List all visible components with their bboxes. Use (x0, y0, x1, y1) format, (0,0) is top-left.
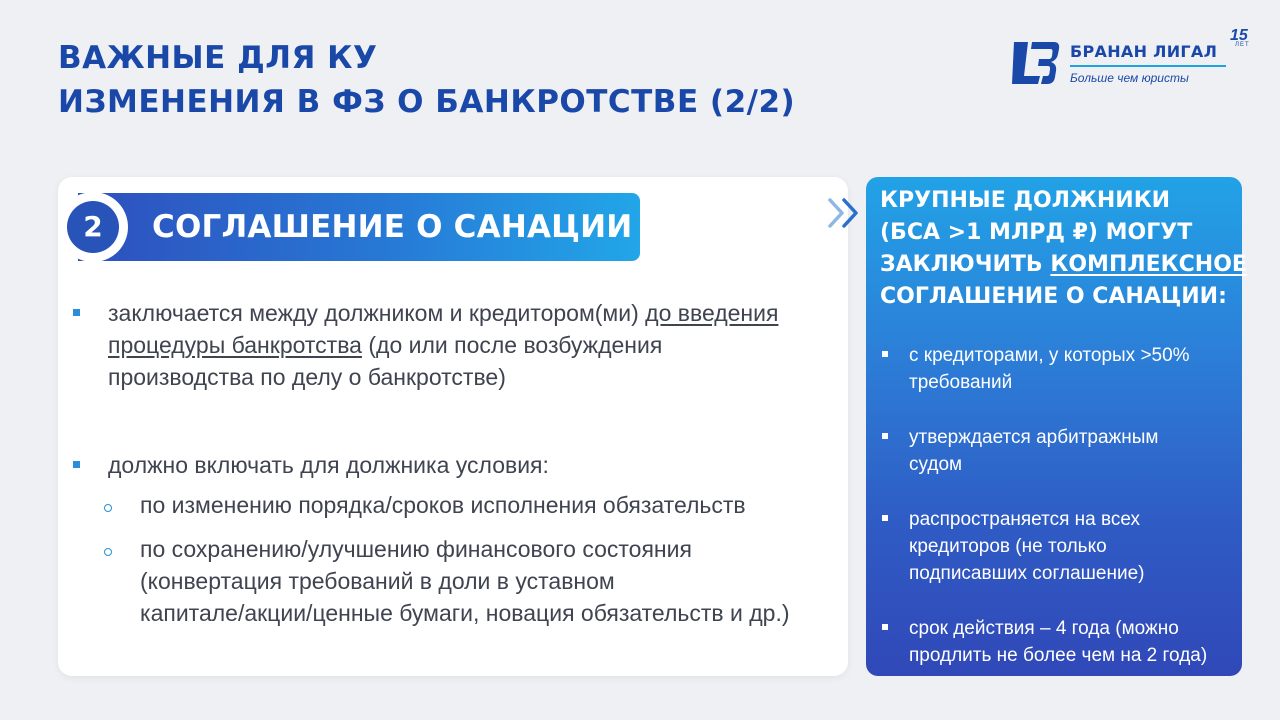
sub-2-line-2: (конвертация требований в доли в уставном (140, 568, 615, 594)
list-item (108, 297, 838, 393)
logo-anniversary-unit: ЛЕТ (1235, 42, 1250, 48)
section-heading: СОГЛАШЕНИЕ О САНАЦИИ (152, 209, 633, 245)
page-title-line-2: ИЗМЕНЕНИЯ В ФЗ О БАНКРОТСТВЕ (2/2) (58, 84, 796, 120)
panel-heading-line-3 (880, 249, 1247, 281)
panel-heading-line-3-text: ЗАКЛЮЧИТЬ (880, 252, 1051, 277)
sub-list-item (140, 533, 840, 629)
bullet-circle-icon (104, 548, 112, 556)
panel-item: срок действия – 4 года (можно продлить не более чем на 2 года) (909, 618, 1208, 666)
bullet-square-icon (882, 433, 888, 439)
bullet-circle-icon (104, 504, 112, 512)
section-number: 2 (67, 201, 119, 253)
logo-mark-icon (1010, 40, 1060, 86)
page-title-line-1: ВАЖНЫЕ ДЛЯ КУ (58, 40, 378, 76)
panel-heading-line-4: СОГЛАШЕНИЕ О САНАЦИИ: (880, 284, 1227, 309)
list-item: должно включать для должника условия: (108, 452, 549, 478)
logo-name: БРАНАН ЛИГАЛ (1070, 42, 1218, 61)
bullet-square-icon (73, 461, 80, 468)
bullet-1-text-cont: (до или после возбуждения (361, 332, 663, 358)
logo-divider (1070, 65, 1226, 67)
sub-2-line-3: капитале/акции/ценные бумаги, новация обязательств и др.) (140, 600, 790, 626)
panel-item: утверждается арбитражным судом (909, 427, 1159, 475)
double-chevron-right-icon (826, 196, 864, 230)
panel-heading-line-2: (БСА >1 МЛРД ₽) МОГУТ (880, 220, 1193, 245)
panel-heading-line-1: КРУПНЫЕ ДОЛЖНИКИ (880, 188, 1171, 213)
page-title (58, 36, 795, 124)
sub-list-item: по изменению порядка/сроков исполнения обязательств (140, 492, 746, 518)
bullet-square-icon (882, 624, 888, 630)
bullet-1-underlined-1: до введения (645, 300, 779, 326)
panel-item: распространяется на всех кредиторов (не только подписавших соглашение) (909, 509, 1145, 584)
company-logo (1010, 27, 1260, 90)
bullet-square-icon (882, 515, 888, 521)
bullet-square-icon (882, 351, 888, 357)
panel-item: с кредиторами, у которых >50% требований (909, 345, 1190, 393)
panel-heading-underlined: КОМПЛЕКСНОЕ (1050, 252, 1247, 277)
panel-heading (880, 185, 1247, 313)
bullet-1-underlined-2: процедуры банкротства (108, 332, 362, 358)
bullet-1-text-end: производства по делу о банкротстве) (108, 364, 506, 390)
sub-2-line-1: по сохранению/улучшению финансового состояния (140, 536, 692, 562)
logo-anniversary: 15 (1230, 27, 1248, 44)
bullet-1-text: заключается между должником и кредитором(ми) (108, 300, 646, 326)
logo-tagline: Больше чем юристы (1070, 71, 1189, 85)
bullet-square-icon (73, 309, 80, 316)
